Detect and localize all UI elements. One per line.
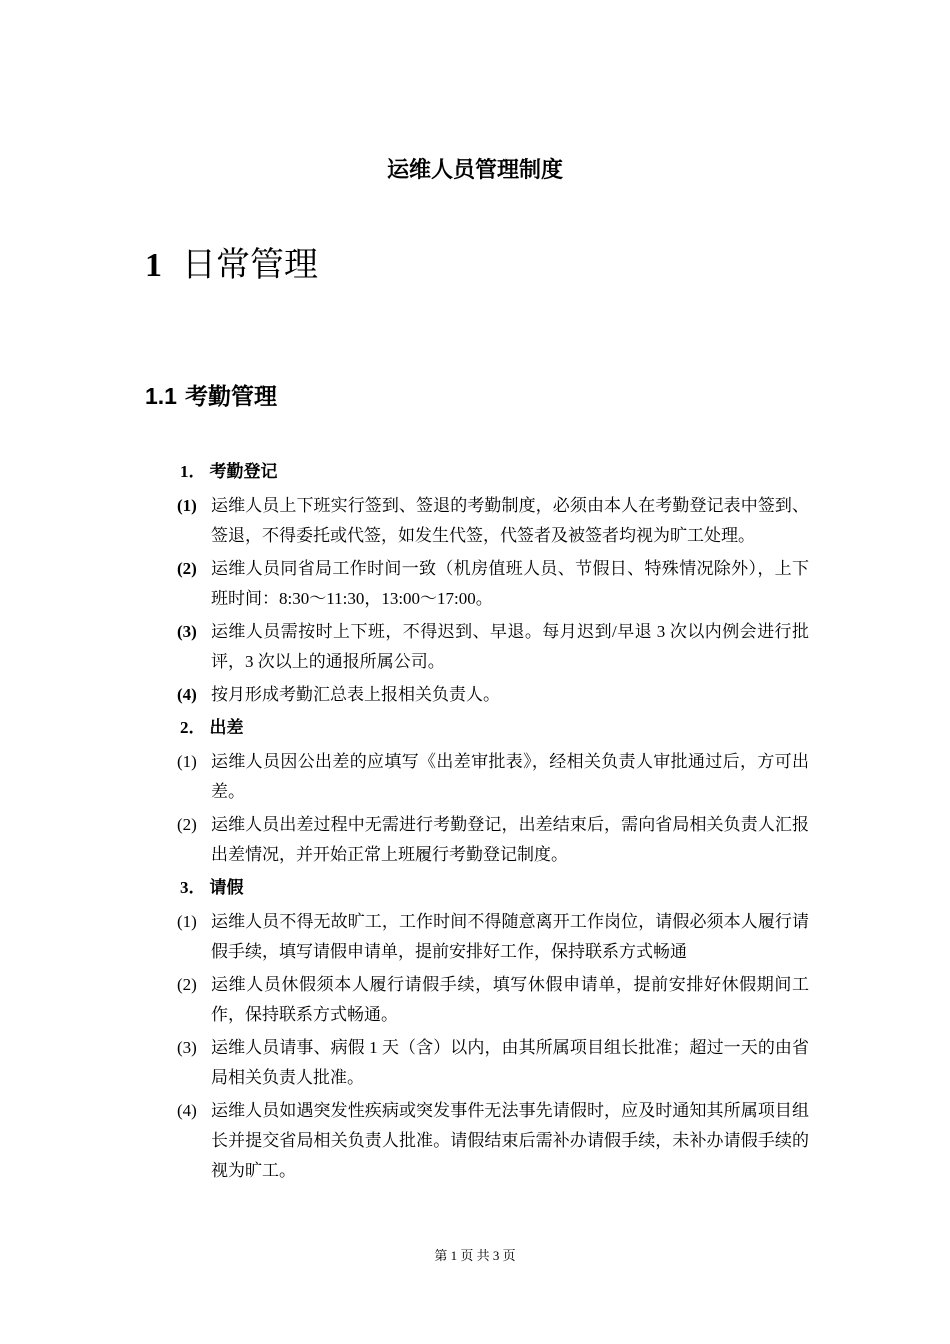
section-title: 考勤登记 xyxy=(209,462,278,481)
section-heading xyxy=(0,457,950,487)
list-marker: (3) xyxy=(177,622,197,641)
list-item-text: 运维人员因公出差的应填写《出差审批表》，经相关负责人审批通过后，方可出差。 xyxy=(211,752,809,801)
list-item-text: 运维人员出差过程中无需进行考勤登记，出差结束后，需向省局相关负责人汇报出差情况，并开始正常上班履行考勤登记制度。 xyxy=(211,815,809,864)
list-item-text: 运维人员上下班实行签到、签退的考勤制度，必须由本人在考勤登记表中签到、签退，不得委托或代签，如发生代签，代签者及被签者均视为旷工处理。 xyxy=(211,496,809,545)
heading-2-text: 考勤管理 xyxy=(184,383,277,409)
list-item xyxy=(0,617,809,677)
list-item xyxy=(0,554,809,614)
list-item xyxy=(0,1033,809,1093)
list-item xyxy=(0,1096,809,1186)
list-item-text: 按月形成考勤汇总表上报相关负责人。 xyxy=(211,685,500,704)
list-marker: (2) xyxy=(177,815,197,834)
list-item-text: 运维人员休假须本人履行请假手续，填写休假申请单，提前安排好休假期间工作，保持联系方式畅通。 xyxy=(211,975,809,1024)
heading-1-text: 日常管理 xyxy=(182,245,318,285)
heading-2 xyxy=(145,380,277,412)
section-number: 2． xyxy=(180,718,206,737)
list-item xyxy=(0,907,809,967)
list-item xyxy=(0,680,809,710)
list-marker: (3) xyxy=(177,1038,197,1057)
list-item-text: 运维人员如遇突发性疾病或突发事件无法事先请假时，应及时通知其所属项目组长并提交省局相关负责人批准。请假结束后需补办请假手续，未补办请假手续的视为旷工。 xyxy=(211,1101,809,1180)
list-marker: (2) xyxy=(177,975,197,994)
heading-1-number: 1 xyxy=(145,247,162,284)
list-item xyxy=(0,810,809,870)
document-title: 运维人员管理制度 xyxy=(386,157,563,182)
section-heading xyxy=(0,713,950,743)
list-item-text: 运维人员请事、病假 1 天（含）以内，由其所属项目组长批准；超过一天的由省局相关负责人批准。 xyxy=(211,1038,809,1087)
list-item xyxy=(0,747,809,807)
document-body xyxy=(0,457,950,1189)
list-item xyxy=(0,970,809,1030)
list-marker: (2) xyxy=(177,559,197,578)
section-number: 3． xyxy=(180,878,206,897)
list-marker: (4) xyxy=(177,685,197,704)
section-title: 请假 xyxy=(209,878,244,897)
list-marker: (4) xyxy=(177,1101,197,1120)
heading-1 xyxy=(145,242,318,289)
list-marker: (1) xyxy=(177,496,197,515)
section-number: 1． xyxy=(180,462,206,481)
list-item-text: 运维人员同省局工作时间一致（机房值班人员、节假日、特殊情况除外），上下班时间：8:30～11:30，13:00～17:00。 xyxy=(211,559,809,608)
page-footer: 第 1 页 共 3 页 xyxy=(434,1248,516,1263)
section-heading xyxy=(0,873,950,903)
list-item-text: 运维人员需按时上下班，不得迟到、早退。每月迟到/早退 3 次以内例会进行批评，3 次以上的通报所属公司。 xyxy=(211,622,809,671)
heading-2-number: 1.1 xyxy=(145,383,177,409)
list-marker: (1) xyxy=(177,912,197,931)
section-title: 出差 xyxy=(209,718,244,737)
list-item xyxy=(0,491,809,551)
list-marker: (1) xyxy=(177,752,197,771)
list-item-text: 运维人员不得无故旷工，工作时间不得随意离开工作岗位，请假必须本人履行请假手续，填写请假申请单，提前安排好工作，保持联系方式畅通 xyxy=(211,912,809,961)
